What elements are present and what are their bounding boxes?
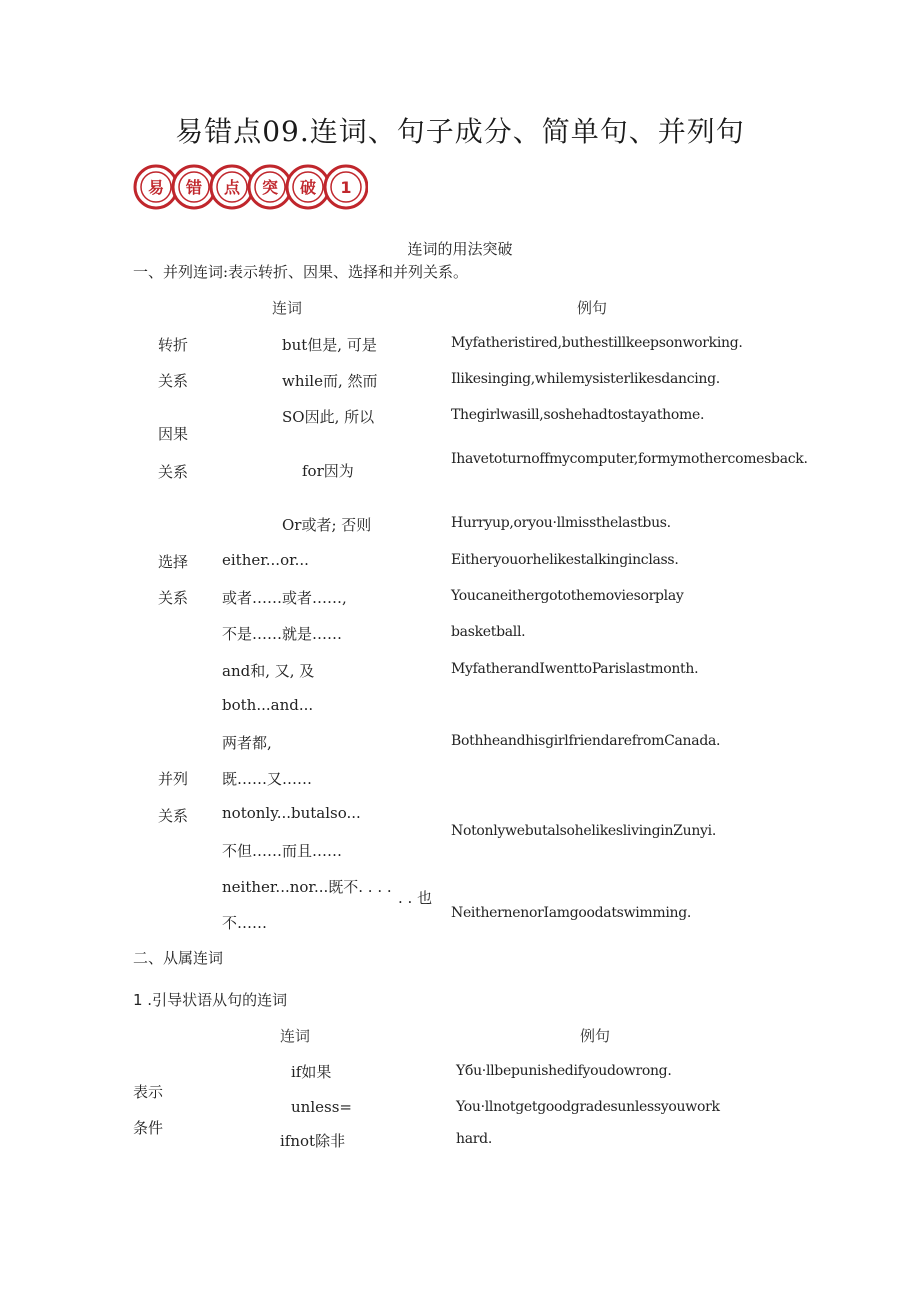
example-for: Ihavetoturnoffmycomputer,formymothercomesback. — [451, 451, 808, 467]
group-label-cause-2: 关系 — [158, 463, 189, 481]
example-not-only: NotonlywebutalsohelikeslivinginZunyi. — [451, 823, 716, 839]
example-while: Ilikesinging,whilemysisterlikesdancing. — [451, 371, 720, 387]
group-label-cause-1: 因果 — [158, 425, 189, 443]
group-label-choice-1: 选择 — [158, 553, 189, 571]
example-if: Yбu·llbepunishedifyoudowrong. — [456, 1063, 672, 1079]
group-label-choice-2: 关系 — [158, 589, 189, 607]
banner-char: 1 — [340, 178, 352, 197]
conj-if-not: ifnot除非 — [280, 1132, 346, 1150]
condition-label-2: 条件 — [133, 1119, 164, 1137]
conj-unless: unless= — [291, 1098, 352, 1116]
example-so: Thegirlwasill,soshehadtostayathome. — [451, 407, 705, 423]
section-title: 连词的用法突破 — [407, 240, 513, 258]
page-title: 易错点09.连词、句子成分、简单句、并列句 — [175, 115, 745, 148]
group-label-parallel-2: 关系 — [158, 807, 189, 825]
conj-both-and: both...and... — [222, 696, 314, 714]
example-but: Myfatheristired,buthestillkeepsonworking. — [451, 335, 743, 351]
conj-either-cn: 或者……或者……, — [222, 589, 347, 607]
col-header-example: 例句 — [577, 299, 608, 317]
conj-so: SO因此, 所以 — [282, 408, 375, 426]
example-or: Hurryup,oryou·llmissthelastbus. — [451, 515, 671, 531]
example-both: BothheandhisgirlfriendarefromCanada. — [451, 733, 721, 749]
conj-neither-cn: 不…… — [222, 914, 268, 932]
conj-either-or: either...or... — [222, 551, 309, 569]
conj-both-cn: 两者都, — [222, 734, 272, 752]
conj-neither-mid: . . 也 — [398, 889, 433, 907]
conj-for: for因为 — [302, 462, 354, 480]
part2-subheading: 1 .引导状语从句的连词 — [133, 991, 288, 1009]
col-header-example-2: 例句 — [580, 1027, 611, 1045]
conj-both-cn-2: 既……又…… — [222, 770, 313, 788]
example-either-3: basketball. — [451, 624, 526, 640]
part1-heading: 一、并列连词:表示转折、因果、选择和并列关系。 — [133, 263, 469, 281]
conj-and: and和, 又, 及 — [222, 662, 315, 680]
example-unless-2: hard. — [456, 1131, 492, 1147]
condition-label-1: 表示 — [133, 1083, 164, 1101]
group-label-transition-1: 转折 — [158, 336, 189, 354]
example-and: MyfatherandIwenttoParislastmonth. — [451, 661, 699, 677]
conj-not-only-cn: 不但……而且…… — [222, 842, 343, 860]
conj-while: while而, 然而 — [282, 372, 378, 390]
banner-char: 错 — [185, 178, 203, 197]
group-label-parallel-1: 并列 — [158, 770, 189, 788]
conj-if: if如果 — [291, 1063, 332, 1081]
banner-char: 易 — [147, 178, 165, 197]
conj-not-only: notonly...butalso... — [222, 804, 361, 822]
banner-char: 突 — [261, 178, 279, 197]
example-either-2: Youcaneithergotothemoviesorplay — [451, 588, 684, 604]
conj-neither-nor: neither...nor...既不. . . . — [222, 878, 392, 896]
section-banner — [132, 162, 368, 212]
example-unless: You·llnotgetgoodgradesunlessyouwork — [456, 1099, 720, 1115]
col-header-conj-2: 连词 — [280, 1027, 311, 1045]
conj-or: Or或者; 否则 — [282, 516, 372, 534]
example-neither: NeithernenorIamgoodatswimming. — [451, 905, 692, 921]
banner-char: 破 — [299, 178, 317, 197]
example-either-1: Eitheryouorhelikestalkinginclass. — [451, 552, 679, 568]
group-label-transition-2: 关系 — [158, 372, 189, 390]
col-header-conj: 连词 — [272, 299, 303, 317]
banner-char: 点 — [223, 178, 241, 197]
conj-but: but但是, 可是 — [282, 336, 377, 354]
conj-either-cn-2: 不是……就是…… — [222, 625, 343, 643]
part2-heading: 二、从属连词 — [133, 949, 224, 967]
